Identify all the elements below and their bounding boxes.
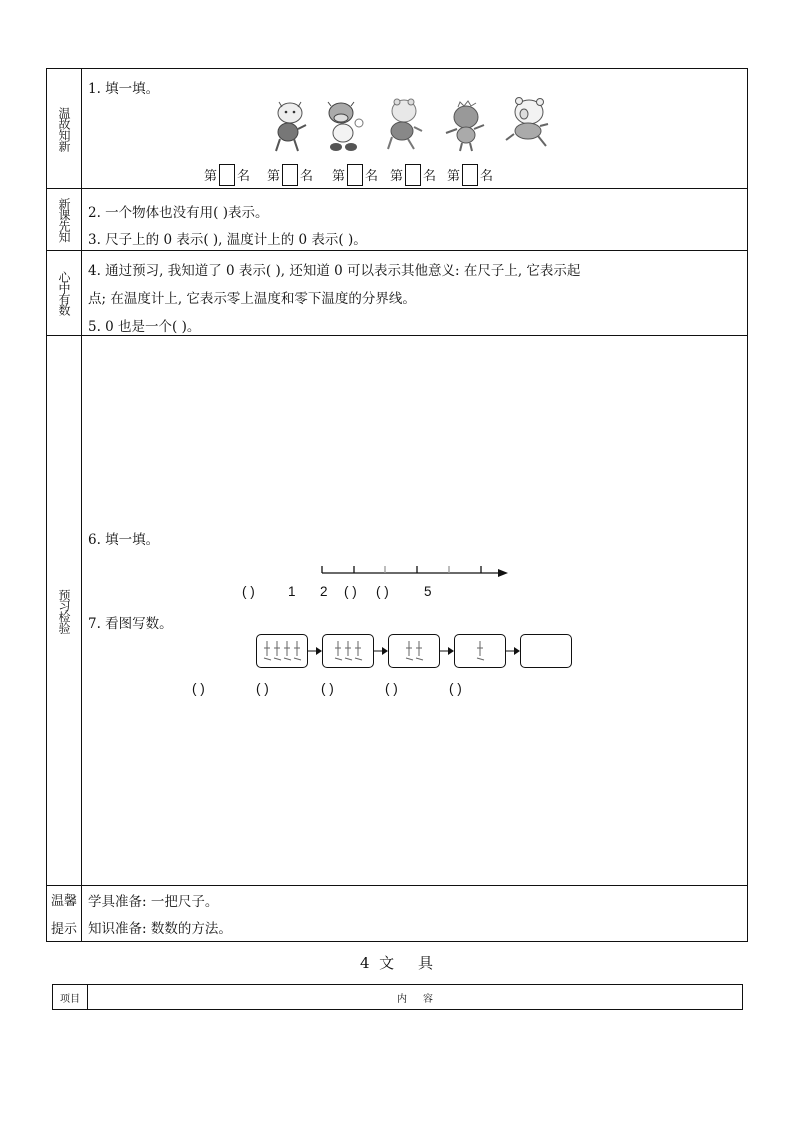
- question-4-continued: 点; 在温度计上, 它表示零上温度和零下温度的分界线。: [88, 291, 416, 307]
- cow-icon: [268, 99, 310, 155]
- question-3: 3. 尺子上的 0 表示( ), 温度计上的 0 表示( )。: [88, 232, 367, 248]
- rank-blank: 第 名: [332, 164, 378, 186]
- answer-blank[interactable]: ( ): [385, 681, 398, 696]
- tip-tools: 学具准备: 一把尺子。: [88, 893, 219, 910]
- pig-icon: [384, 97, 426, 153]
- header-item: 项目: [53, 985, 88, 1009]
- question-5: 5. 0 也是一个( )。: [88, 319, 201, 335]
- header-content: 内 容: [397, 993, 433, 1005]
- number-line-label: 2: [320, 584, 328, 599]
- pencil-icon: [415, 640, 424, 662]
- pig-icon: [502, 96, 552, 152]
- question-7: 7. 看图写数。: [88, 616, 173, 632]
- answer-blank[interactable]: ( ): [192, 681, 205, 696]
- question-1: 1. 填一填。: [88, 81, 160, 97]
- section-review: [47, 69, 747, 188]
- arrow-right-icon: [308, 646, 322, 656]
- cow-icon: [323, 99, 365, 155]
- number-line-blank[interactable]: ( ): [376, 584, 389, 599]
- number-line-blank[interactable]: ( ): [344, 584, 357, 599]
- section-check: [47, 335, 747, 885]
- section-preview: [47, 188, 747, 250]
- picture-sequence: [256, 634, 576, 704]
- rank-blank: 第 名: [204, 164, 250, 186]
- section-tips: [47, 885, 747, 941]
- picture-box-4: [256, 634, 308, 668]
- rank-input[interactable]: [405, 164, 421, 186]
- tips-label-bottom: 提示: [47, 914, 82, 942]
- pencil-icon: [354, 640, 363, 662]
- pencil-icon: [283, 640, 292, 662]
- answer-blank[interactable]: ( ): [321, 681, 334, 696]
- number-line-blank[interactable]: ( ): [242, 584, 255, 599]
- rank-input[interactable]: [462, 164, 478, 186]
- lesson-title: 4 文 具: [360, 954, 433, 972]
- tips-label-top: 温馨: [47, 886, 82, 914]
- arrow-right-icon: [440, 646, 454, 656]
- pencil-icon: [476, 640, 485, 662]
- section-summary: [47, 250, 747, 335]
- question-4: 4. 通过预习, 我知道了 0 表示( ), 还知道 0 可以表示其他意义: 在尺子上, 它表示起: [88, 263, 581, 279]
- section-label: 心中有数: [47, 251, 82, 335]
- arrow-right-icon: [374, 646, 388, 656]
- rank-input[interactable]: [219, 164, 235, 186]
- rank-blank: 第 名: [447, 164, 493, 186]
- question-6: 6. 填一填。: [88, 532, 160, 548]
- rank-blank: 第 名: [267, 164, 313, 186]
- pencil-icon: [263, 640, 272, 662]
- pencil-icon: [293, 640, 302, 662]
- pencil-icon: [344, 640, 353, 662]
- picture-box-0: [520, 634, 572, 668]
- number-line-label: 5: [424, 584, 432, 599]
- rank-input[interactable]: [347, 164, 363, 186]
- rank-blank: 第 名: [390, 164, 436, 186]
- pencil-icon: [405, 640, 414, 662]
- answer-blank[interactable]: ( ): [256, 681, 269, 696]
- worksheet-table: [46, 68, 748, 942]
- rank-input[interactable]: [282, 164, 298, 186]
- section-label: 温故知新: [47, 69, 82, 188]
- picture-box-1: [454, 634, 506, 668]
- question-2: 2. 一个物体也没有用( )表示。: [88, 205, 269, 221]
- arrow-right-icon: [506, 646, 520, 656]
- tip-knowledge: 知识准备: 数数的方法。: [88, 921, 232, 938]
- picture-box-2: [388, 634, 440, 668]
- next-lesson-table: [52, 984, 743, 1010]
- section-label: 新课先知: [47, 189, 82, 250]
- answer-blank[interactable]: ( ): [449, 681, 462, 696]
- hedgehog-icon: [444, 99, 486, 155]
- picture-box-3: [322, 634, 374, 668]
- pencil-icon: [273, 640, 282, 662]
- number-line: [320, 564, 510, 580]
- number-line-label: 1: [288, 584, 296, 599]
- section-label: 预习检验: [47, 336, 82, 885]
- pencil-icon: [334, 640, 343, 662]
